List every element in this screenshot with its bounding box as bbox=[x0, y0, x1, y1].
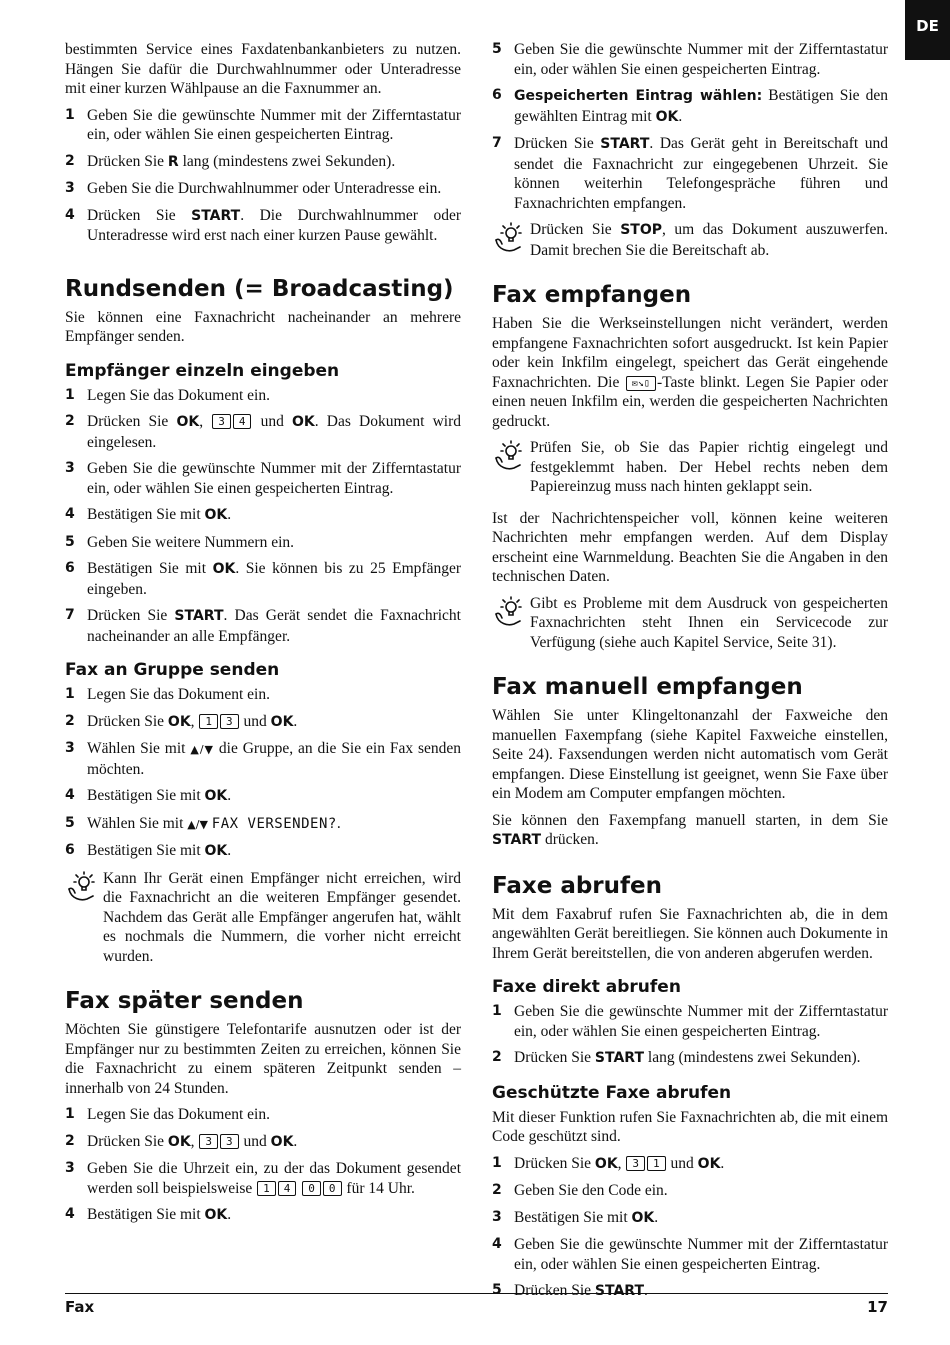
step-text: Bestätigen Sie mit bbox=[87, 787, 205, 804]
step-number: 6 bbox=[492, 87, 502, 103]
key-label: START bbox=[174, 608, 224, 624]
step-number: 3 bbox=[492, 1208, 502, 1225]
ok-key-label: OK bbox=[204, 507, 228, 523]
step-number: 4 bbox=[65, 206, 75, 223]
paragraph: Wählen Sie unter Klingeltonanzahl der Faxweiche den manuellen Faxempfang (siehe Kapitel Faxweiche einstellen, Seite 24). Faxsendungen werden nicht automatisch vom Gerät empfangen. Diese Einstellung ist geeignet, wenn Sie Faxe über ein Modem am Computer empfangen möchten. bbox=[492, 707, 888, 802]
step-text: Geben Sie den Code ein. bbox=[514, 1182, 668, 1199]
step-text: Legen Sie das Dokument ein. bbox=[87, 386, 270, 404]
step-text: und bbox=[239, 712, 271, 730]
step-text: Bestätigen Sie mit bbox=[87, 560, 213, 577]
step-text: Geben Sie die gewünschte Nummer mit der Zifferntastatur ein, oder wählen Sie einen gespeicherten Eintrag. bbox=[87, 106, 461, 143]
left-column bbox=[65, 40, 461, 1233]
up-down-arrows-icon: ▲/▼ bbox=[187, 817, 208, 831]
step bbox=[65, 386, 461, 406]
step-text: . Sie können bis zu 25 Empfänger eingeben. bbox=[87, 560, 462, 598]
step-text: Geben Sie die gewünschte Nummer mit der Zifferntastatur ein, oder wählen Sie einen gespeicherten Eintrag. bbox=[514, 41, 888, 78]
step-number: 7 bbox=[65, 607, 75, 623]
lightbulb-hand-icon bbox=[492, 594, 526, 628]
step-text: . Das Dokument wird eingelesen. bbox=[87, 413, 461, 451]
paragraph bbox=[492, 314, 888, 431]
step-number: 2 bbox=[65, 152, 75, 169]
step bbox=[65, 606, 461, 646]
step: 2 Drücken Sie OK, 1 3 und OK. bbox=[65, 712, 298, 730]
keycap: 3 bbox=[212, 414, 231, 429]
footer-divider bbox=[65, 1293, 888, 1294]
lightbulb-hand-icon bbox=[492, 438, 526, 472]
step-text: Drücken Sie bbox=[87, 206, 192, 224]
step-text: und bbox=[252, 413, 292, 430]
tip-text: , um das Dokument auszuwerfen. Damit brechen Sie die Bereitschaft ab. bbox=[530, 221, 888, 259]
step-number: 6 bbox=[65, 842, 75, 858]
key-label: START bbox=[594, 1050, 645, 1066]
tip-note bbox=[492, 438, 888, 497]
section-title: Fax manuell empfangen bbox=[492, 674, 803, 700]
step bbox=[65, 1205, 461, 1226]
step bbox=[65, 1159, 461, 1198]
step bbox=[65, 533, 461, 553]
keycap: 3 bbox=[220, 1134, 239, 1149]
ok-key-label: OK bbox=[204, 788, 228, 804]
step bbox=[492, 134, 888, 213]
step-text: . bbox=[678, 107, 683, 125]
subsection-title: Fax an Gruppe senden bbox=[65, 660, 280, 680]
keycap: 3 bbox=[220, 714, 239, 729]
step bbox=[65, 739, 461, 779]
keycap: 0 bbox=[302, 1181, 321, 1196]
step-text: . Die Durchwahlnummer oder Unteradresse wird erst nach einer kurzen Pause gewählt. bbox=[87, 206, 461, 244]
keycap: 4 bbox=[233, 414, 252, 429]
step-number: 5 bbox=[492, 1282, 502, 1298]
step-text: . bbox=[227, 506, 232, 523]
step bbox=[65, 106, 461, 145]
step: 2 Drücken Sie OK, 3 3 und OK. bbox=[65, 1132, 298, 1150]
ok-key-label: OK bbox=[212, 561, 236, 577]
step-number: 2 bbox=[492, 1182, 502, 1198]
step bbox=[492, 1281, 888, 1302]
step-text: die Gruppe, an die Sie ein Fax senden möchten. bbox=[87, 740, 462, 778]
ok-key-label: OK bbox=[204, 843, 228, 859]
step-number: 5 bbox=[65, 814, 75, 831]
step bbox=[65, 1105, 461, 1125]
subsection-title: Faxe direkt abrufen bbox=[492, 977, 681, 997]
step-number: 4 bbox=[65, 506, 75, 522]
key-label: START bbox=[594, 1283, 645, 1299]
step: 2 Drücken Sie OK, 3 4 und OK. Das Dokument wird eingelesen. bbox=[65, 413, 461, 451]
keycap: 1 bbox=[257, 1181, 276, 1196]
step-number: 2 bbox=[65, 712, 75, 729]
tip-note bbox=[492, 220, 888, 260]
step-text: Drücken Sie bbox=[87, 712, 168, 730]
ok-key-label: OK bbox=[292, 414, 315, 430]
key-label: START bbox=[600, 136, 650, 152]
lightbulb-hand-icon bbox=[65, 869, 99, 903]
step-number: 5 bbox=[65, 533, 75, 550]
step bbox=[65, 559, 461, 599]
step bbox=[65, 206, 461, 246]
step-number: 7 bbox=[492, 135, 502, 151]
step-number: 6 bbox=[65, 560, 75, 576]
step-text: Wählen Sie mit bbox=[87, 740, 191, 757]
step-text: . bbox=[227, 1206, 232, 1223]
paragraph-text: Haben Sie die Werkseinstellungen nicht verändert, werden empfangene Faxnachrichten sofort ausgedruckt. Ist kein Papier oder kein Inkfilm eingelegt, speichert das Gerät eingehende Faxnachrichten. Die bbox=[492, 315, 888, 391]
paragraph-text: -Taste blinkt. Legen Sie Papier oder einen neuen Inkfilm ein, werden die gespeicherten Nachrichten gedruckt. bbox=[492, 373, 888, 430]
section-title: Fax später senden bbox=[65, 988, 304, 1014]
paragraph: Mit dem Faxabruf rufen Sie Faxnachrichten ab, die in dem angewählten Gerät bereitliegen. Sie können auch Dokumente in Ihrem Gerät bereitstellen, die von anderen abgerufen werden. bbox=[492, 905, 888, 962]
tip-note bbox=[65, 869, 461, 967]
key-label: START bbox=[191, 207, 241, 224]
step-text: Wählen Sie mit bbox=[87, 814, 188, 832]
lightbulb-hand-icon bbox=[492, 220, 526, 254]
step bbox=[492, 86, 888, 127]
page-number: 17 bbox=[867, 1298, 888, 1316]
ok-key-label: OK bbox=[655, 108, 679, 125]
step-text: . bbox=[654, 1208, 659, 1226]
step-number: 1 bbox=[65, 386, 75, 403]
step-number: 3 bbox=[65, 740, 75, 756]
step-text: Geben Sie die gewünschte Nummer mit der Zifferntastatur ein, oder wählen Sie einen gespeicherten Eintrag. bbox=[514, 1236, 888, 1273]
step-text: Drücken Sie bbox=[514, 135, 601, 152]
language-tab: DE bbox=[905, 0, 950, 60]
step bbox=[492, 40, 888, 79]
step-number: 1 bbox=[65, 686, 75, 702]
step-number: 1 bbox=[492, 1154, 502, 1171]
section-title: Fax empfangen bbox=[492, 282, 692, 308]
step-text: Bestätigen Sie mit bbox=[87, 506, 205, 523]
step-text: Bestätigen Sie mit bbox=[87, 842, 205, 859]
step-number: 2 bbox=[65, 413, 75, 429]
key-label: START bbox=[492, 832, 542, 848]
step-number: 2 bbox=[65, 1132, 75, 1149]
step-text: . bbox=[720, 1154, 725, 1172]
subsection-title: Empfänger einzeln eingeben bbox=[65, 360, 340, 381]
step-text: . bbox=[227, 842, 232, 859]
keycap: 0 bbox=[323, 1181, 342, 1196]
section-title: Faxe abrufen bbox=[492, 872, 663, 899]
step-text: . bbox=[293, 712, 298, 730]
step-text: Bestätigen Sie mit bbox=[87, 1206, 205, 1223]
step-text: lang (mindestens zwei Sekunden). bbox=[178, 152, 396, 170]
step-number: 1 bbox=[492, 1003, 502, 1019]
step-number: 4 bbox=[65, 787, 75, 803]
step: 1 Drücken Sie OK, 3 1 und OK. bbox=[492, 1154, 725, 1172]
step-text: für 14 Uhr. bbox=[342, 1179, 415, 1197]
step bbox=[65, 179, 461, 199]
step-text: und bbox=[239, 1132, 271, 1150]
step-number: 4 bbox=[492, 1236, 502, 1252]
ok-key-label: OK bbox=[631, 1209, 655, 1226]
key-label: STOP bbox=[620, 222, 662, 238]
step-text: . Das Gerät geht in Bereitschaft und sendet die Faxnachricht zur eingegebenen Uhrzeit. Sie können weiterhin Telefongespräche führen und Faxnachrichten empfangen. bbox=[514, 135, 889, 212]
step-number: 3 bbox=[65, 180, 75, 196]
tip-text: Prüfen Sie, ob Sie das Papier richtig eingelegt und festgeklemmt haben. Der Hebel rechts neben dem Papiereinzug muss nach hinten geklappt sein. bbox=[530, 439, 888, 495]
step bbox=[65, 459, 461, 498]
step-text: Legen Sie das Dokument ein. bbox=[87, 686, 270, 703]
step-text: Drücken Sie bbox=[87, 413, 177, 430]
step-text: . bbox=[644, 1282, 648, 1299]
step bbox=[492, 1208, 888, 1229]
step bbox=[492, 1002, 888, 1041]
step-text: . bbox=[293, 1132, 298, 1150]
ok-key-label: OK bbox=[176, 414, 200, 430]
ok-key-label: OK bbox=[594, 1155, 618, 1172]
step bbox=[492, 1235, 888, 1274]
step-number: 5 bbox=[492, 41, 502, 57]
step-text: Geben Sie die gewünschte Nummer mit der Zifferntastatur ein, oder wählen Sie einen gespeicherten Eintrag. bbox=[514, 1003, 888, 1040]
ok-key-label: OK bbox=[167, 713, 191, 730]
step-number: 2 bbox=[492, 1049, 502, 1065]
paragraph-text: drücken. bbox=[541, 831, 599, 848]
keycap: 1 bbox=[199, 714, 218, 729]
keycap: 3 bbox=[626, 1156, 645, 1171]
up-down-arrows-icon: ▲/▼ bbox=[190, 743, 215, 756]
section-title: Rundsenden (= Broadcasting) bbox=[65, 275, 454, 302]
keycap: 4 bbox=[278, 1181, 297, 1196]
step-number: 1 bbox=[65, 106, 75, 123]
step-text: Drücken Sie bbox=[87, 607, 175, 624]
step-text: Drücken Sie bbox=[87, 1132, 168, 1150]
step bbox=[492, 1048, 888, 1069]
step-number: 4 bbox=[65, 1206, 75, 1222]
step bbox=[65, 152, 461, 173]
section-intro: Sie können eine Faxnachricht nacheinander an mehrere Empfänger senden. bbox=[65, 308, 461, 345]
paragraph-text: Sie können den Faxempfang manuell starten, in dem Sie bbox=[492, 811, 888, 829]
key-label: R bbox=[167, 153, 179, 170]
step-text: Bestätigen Sie mit bbox=[514, 1208, 632, 1226]
step-text: Legen Sie das Dokument ein. bbox=[87, 1106, 270, 1123]
step-text: Bestätigen Sie den gewählten Eintrag mit bbox=[514, 87, 888, 125]
intro-paragraph: bestimmten Service eines Faxdatenbankanbieters zu nutzen. Hängen Sie dafür die Durchwahlnummer oder Unteradresse mit einer kurzen Wählpause an die Faxnummer an. bbox=[65, 41, 461, 97]
fax-memory-key-icon: ✉↘▯ bbox=[626, 376, 656, 391]
step-text: . Das Gerät sendet die Faxnachricht nacheinander an alle Empfänger. bbox=[87, 607, 461, 645]
paragraph: Ist der Nachrichtenspeicher voll, können keine weiteren Nachrichten mehr empfangen werden. Auf dem Display erscheint eine Warnmeldung. Beachten Sie die Angaben in den technischen Daten. bbox=[492, 509, 888, 585]
tip-note bbox=[492, 594, 888, 653]
step-text: Drücken Sie bbox=[514, 1154, 595, 1172]
footer-chapter: Fax bbox=[65, 1298, 95, 1316]
step-heading: Gespeicherten Eintrag wählen: bbox=[514, 88, 763, 104]
step-number: 3 bbox=[65, 460, 75, 476]
ok-key-label: OK bbox=[697, 1155, 721, 1172]
step bbox=[65, 505, 461, 526]
step-text: Geben Sie die Uhrzeit ein, zu der das Dokument gesendet werden soll beispielsweise bbox=[87, 1160, 461, 1197]
step-text: . bbox=[227, 787, 232, 804]
step bbox=[65, 814, 461, 835]
step bbox=[492, 1181, 888, 1201]
paragraph: Mit dieser Funktion rufen Sie Faxnachrichten ab, die mit einem Code geschützt sind. bbox=[492, 1108, 888, 1145]
step-text: Drücken Sie bbox=[514, 1282, 595, 1299]
step bbox=[65, 685, 461, 705]
right-column bbox=[492, 40, 888, 1309]
step-text: . bbox=[336, 814, 341, 832]
step-text: Geben Sie weitere Nummern ein. bbox=[87, 533, 295, 551]
step-number: 3 bbox=[65, 1160, 75, 1176]
step-text: Drücken Sie bbox=[87, 152, 168, 170]
tip-text: Kann Ihr Gerät einen Empfänger nicht erreichen, wird die Faxnachricht an die weiteren Empfänger gesendet. Nachdem das Gerät alle Empfänger angerufen hat, wählt es nochmals die Nummern, die vorher nicht erreicht wurden. bbox=[103, 869, 461, 965]
keycap: 3 bbox=[199, 1134, 218, 1149]
paragraph bbox=[492, 811, 888, 851]
ok-key-label: OK bbox=[270, 713, 294, 730]
step bbox=[65, 841, 461, 862]
ok-key-label: OK bbox=[167, 1133, 191, 1150]
ok-key-label: OK bbox=[204, 1207, 228, 1223]
section-intro: Möchten Sie günstigere Telefontarife ausnutzen oder ist der Empfänger nur zu bestimmten Zeiten zu erreichen, können Sie die Faxnachricht zu einem späteren Zeitpunkt senden – innerhalb von 24 Stunden. bbox=[65, 1021, 461, 1097]
step-text: und bbox=[666, 1154, 698, 1172]
step-text: Drücken Sie bbox=[514, 1049, 595, 1066]
tip-text: Gibt es Probleme mit dem Ausdruck von gespeicherten Faxnachrichten steht Ihnen ein Servicecode zur Verfügung (siehe auch Kapitel Service, Seite 31). bbox=[530, 594, 888, 651]
tip-text: Drücken Sie bbox=[530, 221, 621, 238]
step-text: Geben Sie die Durchwahlnummer oder Unteradresse ein. bbox=[87, 180, 442, 197]
keycap: 1 bbox=[647, 1156, 666, 1171]
display-text: FAX VERSENDEN? bbox=[211, 815, 337, 832]
step-text: lang (mindestens zwei Sekunden). bbox=[644, 1049, 861, 1066]
subsection-title: Geschützte Faxe abrufen bbox=[492, 1082, 732, 1103]
step bbox=[65, 786, 461, 807]
ok-key-label: OK bbox=[270, 1133, 294, 1150]
step-number: 1 bbox=[65, 1106, 75, 1122]
step-text: Geben Sie die gewünschte Nummer mit der Zifferntastatur ein, oder wählen Sie einen gespeicherten Eintrag. bbox=[87, 460, 461, 497]
